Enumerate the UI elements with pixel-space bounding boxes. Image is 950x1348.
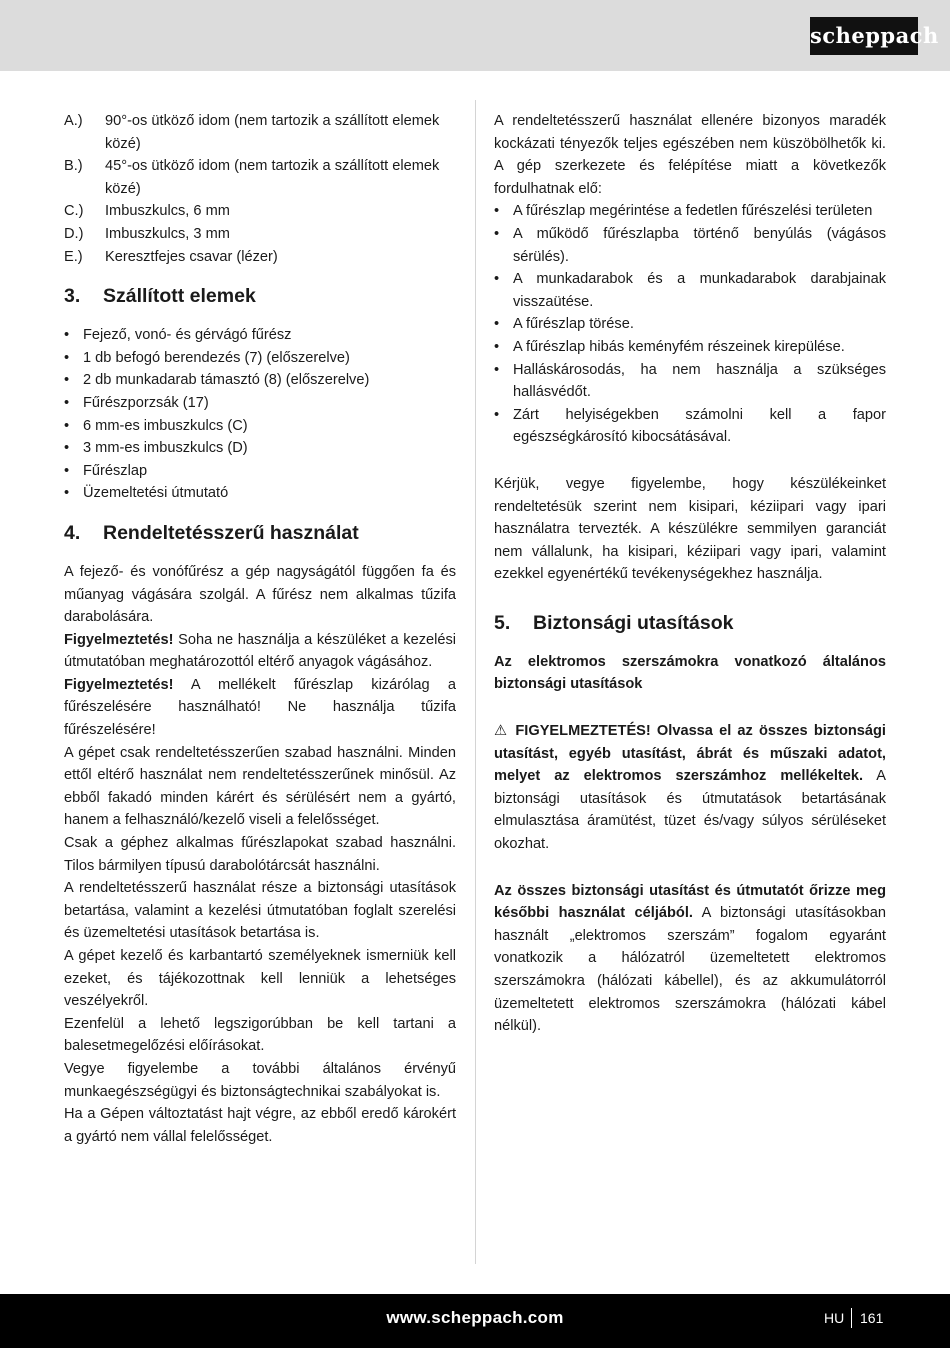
keep-bold-text: Az összes biztonsági utasítást és útmutatót őrizze meg későbbi használat céljából. [494, 882, 886, 922]
header-band [0, 0, 950, 71]
list-item-text: 2 db munkadarab támasztó (8) (előszerelve) [83, 372, 370, 389]
warning-label: Figyelmeztetés! [64, 631, 174, 648]
risk-intro: A rendeltetésszerű használat ellenére bizonyos maradék kockázati tényezők teljes egészében nem küszöbölhetők ki. A gép szerkezete és felépítése miatt a következők fordulhatnak elő: [494, 113, 886, 197]
list-item-text: Fűrészporzsák (17) [83, 394, 209, 411]
footer-separator [851, 1308, 852, 1328]
list-item-text: Zárt helyiségekben számolni kell a fapor egészségkárosító kibocsátásával. [513, 406, 886, 446]
bullet-icon: • [494, 361, 500, 378]
list-item [494, 313, 886, 336]
paragraph: A gépet csak rendeltetésszerűen szabad használni. Minden ettől eltérő használat nem rendeltetésszerűnek minősül. Az ebből fakadó minden kárért és sérülésért nem a gyártó, hanem a felhasználó/kezelő viseli a felelősséget. [64, 744, 456, 829]
language-code: HU [824, 1310, 845, 1326]
paragraph: A fejező- és vonófűrész a gép nagyságától függően fa és műanyag vágására szolgál. A fűrész nem alkalmas tűzifa darabolására. [64, 563, 456, 626]
paragraph: Ha a Gépen változtatást hajt végre, az ebből eredő károkért a gyártó nem vállal felelősséget. [64, 1106, 456, 1145]
list-item [64, 324, 456, 347]
list-item [64, 415, 456, 438]
footer-bar [0, 1294, 950, 1348]
list-item-text: Fűrészlap [83, 462, 148, 479]
paragraph: A gépet kezelő és karbantartó személyeknek ismerniük kell ezeket, és tájékozottnak kell lenniük a lehetséges veszélyekről. [64, 948, 456, 1010]
parts-item [64, 155, 456, 200]
list-item [64, 392, 456, 415]
list-item-text: Üzemeltetési útmutató [83, 485, 229, 502]
list-item-text: Halláskárosodás, ha nem használja a szükséges hallásvédőt. [513, 361, 886, 401]
parts-key: B.) [64, 158, 83, 175]
parts-text: Keresztfejes csavar (lézer) [105, 248, 278, 265]
parts-text: Imbuszkulcs, 6 mm [105, 203, 230, 220]
bullet-icon: • [494, 338, 500, 355]
parts-text: 90°-os ütköző idom (nem tartozik a szállított elemek közé) [105, 113, 440, 152]
section-3-heading [64, 283, 456, 309]
keep-instructions-paragraph [494, 880, 886, 1038]
list-item-text: A fűrészlap törése. [513, 316, 634, 333]
list-item [64, 482, 456, 505]
section-title: Szállított elemek [103, 285, 256, 308]
bullet-icon: • [494, 271, 500, 288]
parts-list [64, 110, 456, 268]
section-number: 3. [64, 285, 81, 308]
list-item [494, 359, 886, 404]
bullet-icon: • [64, 349, 70, 366]
list-item-text: A működő fűrészlapba történő benyúlás (vágásos sérülés). [513, 225, 886, 265]
warning-icon: ⚠ [494, 723, 510, 740]
list-item-text: 3 mm-es imbuszkulcs (D) [83, 440, 248, 457]
right-column [494, 110, 886, 1038]
paragraph: Vegye figyelembe a további általános érvényű munkaegészségügyi és biztonságtechnikai szabályokat is. [64, 1060, 456, 1100]
section-title: Biztonsági utasítások [533, 611, 734, 634]
keep-text: A biztonsági utasításokban használt „elektromos szerszám” fogalom egyaránt vonatkozik a hálózatról üzemeltetett elektromos szerszámokra (hálózati kábellel), és az akkumulátorról üzemeltetett elektromos szerszámokra (hálózati kábel nélkül). [494, 905, 886, 1035]
bullet-icon: • [64, 440, 70, 457]
list-item-text: Fejező, vonó- és gérvágó fűrész [83, 327, 292, 344]
bullet-icon: • [494, 225, 500, 242]
left-column [64, 110, 456, 1148]
bullet-icon: • [64, 372, 70, 389]
delivery-list [64, 324, 456, 505]
parts-key: E.) [64, 248, 83, 265]
list-item-text: 1 db befogó berendezés (7) (előszerelve) [83, 349, 350, 366]
warning-text: A biztonsági utasítások és útmutatások betartásának elmulasztása áramütést, tüzet és/vagy súlyos sérüléseket okozhat. [494, 768, 886, 853]
list-item [494, 200, 886, 223]
parts-item [64, 223, 456, 246]
bullet-icon: • [64, 327, 70, 344]
parts-text: 45°-os ütköző idom (nem tartozik a szállított elemek közé) [105, 158, 440, 197]
section-number: 4. [64, 521, 81, 544]
list-item [494, 336, 886, 359]
parts-item [64, 200, 456, 223]
footer-url-link[interactable]: www.scheppach.com [386, 1308, 564, 1327]
parts-key: A.) [64, 113, 83, 129]
section-title: Rendeltetésszerű használat [103, 521, 359, 544]
section-number: 5. [494, 611, 511, 634]
warning-text: A mellékelt fűrészlap kizárólag a fűrészelésére használható! Ne használja tűzifa fűrészelésére! [64, 676, 456, 739]
warning-paragraph [494, 720, 886, 856]
parts-item [64, 246, 456, 269]
parts-item [64, 110, 456, 155]
list-item [494, 223, 886, 268]
brand-logo: scheppach [810, 17, 918, 55]
list-item [494, 404, 886, 449]
warning-paragraph [64, 674, 456, 742]
parts-text: Imbuszkulcs, 3 mm [105, 225, 230, 242]
list-item [64, 347, 456, 370]
parts-key: D.) [64, 225, 84, 242]
list-item-text: A munkadarabok és a munkadarabok darabjainak visszaütése. [513, 271, 886, 310]
bullet-icon: • [494, 316, 500, 333]
sub-heading [494, 651, 886, 696]
column-divider [475, 100, 476, 1264]
list-item-text: A fűrészlap hibás keményfém részeinek kirepülése. [513, 338, 845, 355]
paragraph: A rendeltetésszerű használat része a biztonsági utasítások betartása, valamint a kezelési útmutatóban foglalt szerelési és üzemeltetési utasítások betartása is. [64, 880, 456, 942]
warning-bold-text: FIGYELMEZTETÉS! Olvassa el az összes biztonsági utasítást, egyéb utasítást, ábrát és műszaki adatot, melyet az elektromos szerszámhoz mellékeltek. [494, 723, 886, 785]
usage-notice: Kérjük, vegye figyelembe, hogy készülékeinket rendeltetésük szerint nem kisipari, kéziipari vagy ipari használatra tervezték. A készülékre semmilyen garanciát nem vállalunk, ha kisipari, kéziipari vagy ipari, valamint ezekkel egyenértékű tevékenységekhez használja. [494, 475, 886, 583]
warning-paragraph [64, 629, 456, 674]
list-item [64, 437, 456, 460]
warning-text: Soha ne használja a készüléket a kezelési útmutatóban meghatározottól eltérő anyagok vágásához. [64, 631, 456, 671]
bullet-icon: • [494, 203, 500, 220]
list-item [494, 268, 886, 313]
bullet-icon: • [64, 485, 70, 502]
paragraph: Csak a géphez alkalmas fűrészlapokat szabad használni. Tilos bármilyen típusú darabolótárcsát használni. [64, 835, 456, 874]
warning-label: Figyelmeztetés! [64, 676, 174, 693]
section-5-heading [494, 610, 886, 636]
paragraph: Ezenfelül a lehető legszigorúbban be kell tartani a balesetmegelőzési előírásokat. [64, 1015, 456, 1055]
bullet-icon: • [64, 394, 70, 411]
list-item-text: A fűrészlap megérintése a fedetlen fűrészelési területen [513, 203, 873, 220]
section-4-heading [64, 520, 456, 546]
bullet-icon: • [494, 406, 500, 423]
bullet-icon: • [64, 462, 70, 479]
page-number: 161 [860, 1310, 884, 1326]
list-item-text: 6 mm-es imbuszkulcs (C) [83, 417, 248, 434]
list-item [64, 369, 456, 392]
list-item [64, 460, 456, 483]
sub-heading-text: Az elektromos szerszámokra vonatkozó általános biztonsági utasítások [494, 653, 886, 693]
bullet-icon: • [64, 417, 70, 434]
parts-key: C.) [64, 203, 84, 220]
risk-list [494, 200, 886, 449]
